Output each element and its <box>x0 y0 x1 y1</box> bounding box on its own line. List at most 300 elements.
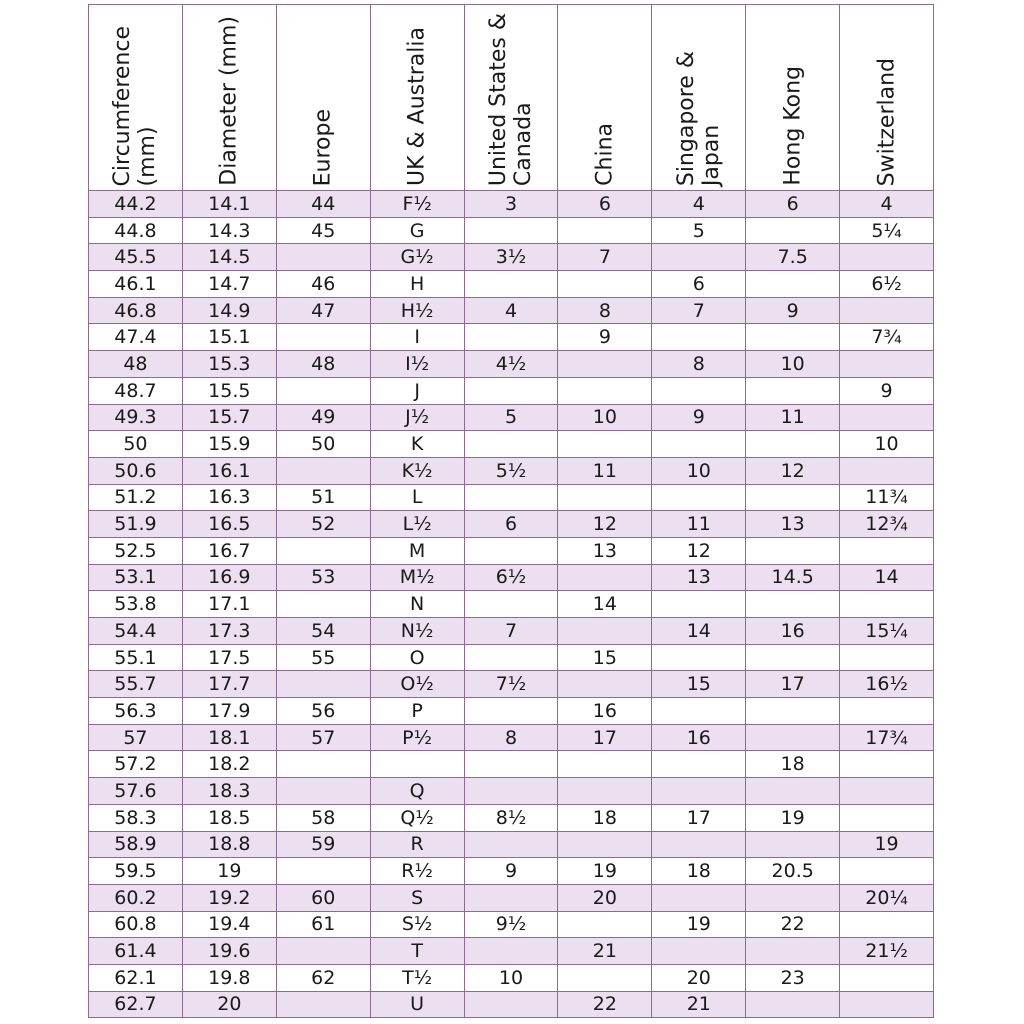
switzerland-cell: 9 <box>840 377 934 404</box>
china-cell <box>558 618 652 645</box>
uk-australia-cell: G½ <box>370 244 464 271</box>
europe-cell: 52 <box>276 511 370 538</box>
singapore-japan-cell <box>652 244 746 271</box>
switzerland-cell: 19 <box>840 831 934 858</box>
uk-australia-cell: P <box>370 698 464 725</box>
europe-cell: 60 <box>276 884 370 911</box>
table-row <box>89 431 934 458</box>
diameter-cell: 18.3 <box>182 778 276 805</box>
europe-cell <box>276 457 370 484</box>
circumference-cell: 60.2 <box>89 884 183 911</box>
uk-australia-cell: L <box>370 484 464 511</box>
table-row <box>89 618 934 645</box>
us-canada-cell: 6 <box>464 511 558 538</box>
diameter-cell: 15.5 <box>182 377 276 404</box>
singapore-japan-cell: 18 <box>652 858 746 885</box>
switzerland-cell <box>840 778 934 805</box>
switzerland-cell <box>840 804 934 831</box>
circumference-cell: 44.8 <box>89 217 183 244</box>
europe-cell: 56 <box>276 698 370 725</box>
hong-kong-cell: 19 <box>746 804 840 831</box>
circumference-cell: 44.2 <box>89 191 183 218</box>
header-us-canada: United States & Canada <box>464 5 558 191</box>
uk-australia-cell: R½ <box>370 858 464 885</box>
us-canada-cell: 9 <box>464 858 558 885</box>
switzerland-cell: 5¼ <box>840 217 934 244</box>
table-row <box>89 591 934 618</box>
europe-cell: 53 <box>276 564 370 591</box>
europe-cell <box>276 244 370 271</box>
singapore-japan-cell: 16 <box>652 724 746 751</box>
us-canada-cell <box>464 484 558 511</box>
switzerland-cell: 11¾ <box>840 484 934 511</box>
europe-cell <box>276 591 370 618</box>
hong-kong-cell <box>746 698 840 725</box>
china-cell: 14 <box>558 591 652 618</box>
table-row <box>89 858 934 885</box>
china-cell: 19 <box>558 858 652 885</box>
europe-cell: 44 <box>276 191 370 218</box>
europe-cell: 54 <box>276 618 370 645</box>
uk-australia-cell: M½ <box>370 564 464 591</box>
hong-kong-cell: 13 <box>746 511 840 538</box>
circumference-cell: 48.7 <box>89 377 183 404</box>
china-cell <box>558 564 652 591</box>
europe-cell <box>276 858 370 885</box>
diameter-cell: 14.1 <box>182 191 276 218</box>
table-row <box>89 671 934 698</box>
switzerland-cell: 17¾ <box>840 724 934 751</box>
us-canada-cell <box>464 324 558 351</box>
china-cell <box>558 217 652 244</box>
table-row <box>89 938 934 965</box>
singapore-japan-cell: 9 <box>652 404 746 431</box>
china-cell: 6 <box>558 191 652 218</box>
uk-australia-cell: O½ <box>370 671 464 698</box>
diameter-cell: 18.5 <box>182 804 276 831</box>
circumference-cell: 51.9 <box>89 511 183 538</box>
china-cell: 17 <box>558 724 652 751</box>
switzerland-cell: 21½ <box>840 938 934 965</box>
switzerland-cell: 12¾ <box>840 511 934 538</box>
china-cell <box>558 484 652 511</box>
china-cell: 22 <box>558 991 652 1018</box>
singapore-japan-cell <box>652 831 746 858</box>
europe-cell: 50 <box>276 431 370 458</box>
circumference-cell: 57 <box>89 724 183 751</box>
china-cell <box>558 671 652 698</box>
uk-australia-cell: T½ <box>370 964 464 991</box>
diameter-cell: 16.7 <box>182 537 276 564</box>
diameter-cell: 17.3 <box>182 618 276 645</box>
circumference-cell: 45.5 <box>89 244 183 271</box>
europe-cell: 48 <box>276 351 370 378</box>
table-row <box>89 831 934 858</box>
hong-kong-cell <box>746 778 840 805</box>
circumference-cell: 55.1 <box>89 644 183 671</box>
hong-kong-cell <box>746 938 840 965</box>
hong-kong-cell: 16 <box>746 618 840 645</box>
hong-kong-cell <box>746 591 840 618</box>
table-row <box>89 964 934 991</box>
switzerland-cell <box>840 244 934 271</box>
circumference-cell: 52.5 <box>89 537 183 564</box>
europe-cell <box>276 751 370 778</box>
uk-australia-cell: R <box>370 831 464 858</box>
singapore-japan-cell: 15 <box>652 671 746 698</box>
diameter-cell: 14.3 <box>182 217 276 244</box>
europe-cell: 58 <box>276 804 370 831</box>
us-canada-cell: 5 <box>464 404 558 431</box>
diameter-cell: 14.7 <box>182 271 276 298</box>
europe-cell <box>276 324 370 351</box>
us-canada-cell: 7 <box>464 618 558 645</box>
diameter-cell: 17.7 <box>182 671 276 698</box>
china-cell: 15 <box>558 644 652 671</box>
uk-australia-cell: F½ <box>370 191 464 218</box>
table-row <box>89 217 934 244</box>
uk-australia-cell <box>370 751 464 778</box>
europe-cell: 49 <box>276 404 370 431</box>
switzerland-cell <box>840 457 934 484</box>
table-row <box>89 377 934 404</box>
table-row <box>89 191 934 218</box>
header-uk-australia: UK & Australia <box>370 5 464 191</box>
switzerland-cell: 10 <box>840 431 934 458</box>
china-cell <box>558 377 652 404</box>
hong-kong-cell: 7.5 <box>746 244 840 271</box>
hong-kong-cell <box>746 644 840 671</box>
us-canada-cell <box>464 698 558 725</box>
switzerland-cell <box>840 591 934 618</box>
header-singapore-japan: Singapore & Japan <box>652 5 746 191</box>
switzerland-cell: 4 <box>840 191 934 218</box>
diameter-cell: 19.6 <box>182 938 276 965</box>
diameter-cell: 15.9 <box>182 431 276 458</box>
switzerland-cell <box>840 751 934 778</box>
circumference-cell: 59.5 <box>89 858 183 885</box>
uk-australia-cell: K½ <box>370 457 464 484</box>
china-cell: 16 <box>558 698 652 725</box>
europe-cell: 46 <box>276 271 370 298</box>
uk-australia-cell: G <box>370 217 464 244</box>
circumference-cell: 61.4 <box>89 938 183 965</box>
china-cell <box>558 351 652 378</box>
diameter-cell: 16.3 <box>182 484 276 511</box>
switzerland-cell: 14 <box>840 564 934 591</box>
switzerland-cell <box>840 644 934 671</box>
header-switzerland: Switzerland <box>840 5 934 191</box>
switzerland-cell: 20¼ <box>840 884 934 911</box>
diameter-cell: 15.3 <box>182 351 276 378</box>
switzerland-cell <box>840 991 934 1018</box>
hong-kong-cell: 18 <box>746 751 840 778</box>
uk-australia-cell: T <box>370 938 464 965</box>
table-body <box>89 191 934 1018</box>
diameter-cell: 16.1 <box>182 457 276 484</box>
header-hong-kong: Hong Kong <box>746 5 840 191</box>
europe-cell: 57 <box>276 724 370 751</box>
circumference-cell: 53.1 <box>89 564 183 591</box>
singapore-japan-cell: 4 <box>652 191 746 218</box>
switzerland-cell <box>840 698 934 725</box>
singapore-japan-cell <box>652 938 746 965</box>
circumference-cell: 58.3 <box>89 804 183 831</box>
china-cell: 20 <box>558 884 652 911</box>
diameter-cell: 16.5 <box>182 511 276 538</box>
diameter-cell: 15.1 <box>182 324 276 351</box>
table-row <box>89 644 934 671</box>
europe-cell <box>276 377 370 404</box>
us-canada-cell <box>464 778 558 805</box>
us-canada-cell <box>464 644 558 671</box>
diameter-cell: 17.1 <box>182 591 276 618</box>
singapore-japan-cell: 20 <box>652 964 746 991</box>
uk-australia-cell: H <box>370 271 464 298</box>
singapore-japan-cell <box>652 698 746 725</box>
china-cell <box>558 911 652 938</box>
table-row <box>89 297 934 324</box>
header-row <box>89 5 934 191</box>
hong-kong-cell: 12 <box>746 457 840 484</box>
hong-kong-cell <box>746 271 840 298</box>
circumference-cell: 46.8 <box>89 297 183 324</box>
table-row <box>89 884 934 911</box>
singapore-japan-cell <box>652 591 746 618</box>
switzerland-cell <box>840 297 934 324</box>
us-canada-cell: 7½ <box>464 671 558 698</box>
europe-cell: 62 <box>276 964 370 991</box>
uk-australia-cell: K <box>370 431 464 458</box>
uk-australia-cell: H½ <box>370 297 464 324</box>
switzerland-cell <box>840 964 934 991</box>
singapore-japan-cell: 5 <box>652 217 746 244</box>
table-row <box>89 404 934 431</box>
hong-kong-cell <box>746 217 840 244</box>
diameter-cell: 19.2 <box>182 884 276 911</box>
hong-kong-cell: 23 <box>746 964 840 991</box>
hong-kong-cell <box>746 724 840 751</box>
diameter-cell: 18.1 <box>182 724 276 751</box>
china-cell: 11 <box>558 457 652 484</box>
china-cell <box>558 431 652 458</box>
circumference-cell: 58.9 <box>89 831 183 858</box>
europe-cell <box>276 778 370 805</box>
ring-size-table <box>88 4 934 1018</box>
us-canada-cell <box>464 537 558 564</box>
table-row <box>89 324 934 351</box>
uk-australia-cell: P½ <box>370 724 464 751</box>
uk-australia-cell: J <box>370 377 464 404</box>
us-canada-cell: 10 <box>464 964 558 991</box>
singapore-japan-cell: 19 <box>652 911 746 938</box>
singapore-japan-cell <box>652 431 746 458</box>
uk-australia-cell: Q <box>370 778 464 805</box>
europe-cell <box>276 537 370 564</box>
switzerland-cell: 16½ <box>840 671 934 698</box>
switzerland-cell: 15¼ <box>840 618 934 645</box>
europe-cell: 47 <box>276 297 370 324</box>
circumference-cell: 49.3 <box>89 404 183 431</box>
singapore-japan-cell <box>652 644 746 671</box>
china-cell <box>558 271 652 298</box>
singapore-japan-cell <box>652 484 746 511</box>
circumference-cell: 56.3 <box>89 698 183 725</box>
uk-australia-cell: N½ <box>370 618 464 645</box>
us-canada-cell <box>464 991 558 1018</box>
china-cell <box>558 778 652 805</box>
table-row <box>89 751 934 778</box>
hong-kong-cell: 14.5 <box>746 564 840 591</box>
table-row <box>89 991 934 1018</box>
us-canada-cell: 5½ <box>464 457 558 484</box>
uk-australia-cell: N <box>370 591 464 618</box>
us-canada-cell: 4 <box>464 297 558 324</box>
table-row <box>89 244 934 271</box>
china-cell <box>558 831 652 858</box>
china-cell: 21 <box>558 938 652 965</box>
hong-kong-cell: 20.5 <box>746 858 840 885</box>
us-canada-cell <box>464 271 558 298</box>
us-canada-cell <box>464 938 558 965</box>
circumference-cell: 54.4 <box>89 618 183 645</box>
table-row <box>89 698 934 725</box>
circumference-cell: 62.1 <box>89 964 183 991</box>
europe-cell: 55 <box>276 644 370 671</box>
us-canada-cell <box>464 751 558 778</box>
hong-kong-cell <box>746 377 840 404</box>
table-row <box>89 804 934 831</box>
hong-kong-cell <box>746 884 840 911</box>
us-canada-cell: 9½ <box>464 911 558 938</box>
singapore-japan-cell: 6 <box>652 271 746 298</box>
diameter-cell: 19 <box>182 858 276 885</box>
us-canada-cell <box>464 217 558 244</box>
hong-kong-cell <box>746 537 840 564</box>
switzerland-cell: 7¾ <box>840 324 934 351</box>
diameter-cell: 15.7 <box>182 404 276 431</box>
diameter-cell: 17.9 <box>182 698 276 725</box>
singapore-japan-cell: 14 <box>652 618 746 645</box>
switzerland-cell <box>840 537 934 564</box>
singapore-japan-cell: 13 <box>652 564 746 591</box>
china-cell: 8 <box>558 297 652 324</box>
us-canada-cell: 3½ <box>464 244 558 271</box>
hong-kong-cell <box>746 431 840 458</box>
singapore-japan-cell: 8 <box>652 351 746 378</box>
uk-australia-cell: S <box>370 884 464 911</box>
uk-australia-cell: I½ <box>370 351 464 378</box>
hong-kong-cell: 22 <box>746 911 840 938</box>
uk-australia-cell: L½ <box>370 511 464 538</box>
china-cell: 12 <box>558 511 652 538</box>
us-canada-cell: 4½ <box>464 351 558 378</box>
us-canada-cell: 8½ <box>464 804 558 831</box>
diameter-cell: 19.8 <box>182 964 276 991</box>
switzerland-cell <box>840 858 934 885</box>
uk-australia-cell: U <box>370 991 464 1018</box>
circumference-cell: 48 <box>89 351 183 378</box>
switzerland-cell: 6½ <box>840 271 934 298</box>
china-cell: 9 <box>558 324 652 351</box>
europe-cell: 59 <box>276 831 370 858</box>
header-diameter: Diameter (mm) <box>182 5 276 191</box>
europe-cell: 45 <box>276 217 370 244</box>
hong-kong-cell <box>746 831 840 858</box>
circumference-cell: 50.6 <box>89 457 183 484</box>
diameter-cell: 19.4 <box>182 911 276 938</box>
china-cell: 18 <box>558 804 652 831</box>
diameter-cell: 18.8 <box>182 831 276 858</box>
europe-cell <box>276 938 370 965</box>
table-row <box>89 351 934 378</box>
china-cell <box>558 751 652 778</box>
table-row <box>89 271 934 298</box>
header-china: China <box>558 5 652 191</box>
china-cell: 13 <box>558 537 652 564</box>
circumference-cell: 47.4 <box>89 324 183 351</box>
hong-kong-cell: 17 <box>746 671 840 698</box>
us-canada-cell: 6½ <box>464 564 558 591</box>
singapore-japan-cell: 17 <box>652 804 746 831</box>
table-row <box>89 484 934 511</box>
circumference-cell: 46.1 <box>89 271 183 298</box>
singapore-japan-cell <box>652 377 746 404</box>
switzerland-cell <box>840 404 934 431</box>
us-canada-cell: 3 <box>464 191 558 218</box>
singapore-japan-cell: 7 <box>652 297 746 324</box>
singapore-japan-cell <box>652 778 746 805</box>
diameter-cell: 14.9 <box>182 297 276 324</box>
circumference-cell: 57.6 <box>89 778 183 805</box>
hong-kong-cell <box>746 991 840 1018</box>
singapore-japan-cell: 11 <box>652 511 746 538</box>
hong-kong-cell: 9 <box>746 297 840 324</box>
europe-cell: 61 <box>276 911 370 938</box>
singapore-japan-cell <box>652 751 746 778</box>
china-cell <box>558 964 652 991</box>
diameter-cell: 16.9 <box>182 564 276 591</box>
singapore-japan-cell <box>652 884 746 911</box>
circumference-cell: 62.7 <box>89 991 183 1018</box>
uk-australia-cell: M <box>370 537 464 564</box>
diameter-cell: 18.2 <box>182 751 276 778</box>
us-canada-cell <box>464 591 558 618</box>
circumference-cell: 60.8 <box>89 911 183 938</box>
table-row <box>89 457 934 484</box>
table-row <box>89 724 934 751</box>
diameter-cell: 20 <box>182 991 276 1018</box>
china-cell: 7 <box>558 244 652 271</box>
circumference-cell: 53.8 <box>89 591 183 618</box>
singapore-japan-cell: 21 <box>652 991 746 1018</box>
uk-australia-cell: Q½ <box>370 804 464 831</box>
uk-australia-cell: O <box>370 644 464 671</box>
us-canada-cell <box>464 431 558 458</box>
us-canada-cell <box>464 377 558 404</box>
hong-kong-cell <box>746 324 840 351</box>
hong-kong-cell <box>746 484 840 511</box>
europe-cell <box>276 671 370 698</box>
header-circumference: Circumference (mm) <box>89 5 183 191</box>
us-canada-cell <box>464 831 558 858</box>
singapore-japan-cell: 10 <box>652 457 746 484</box>
europe-cell: 51 <box>276 484 370 511</box>
diameter-cell: 17.5 <box>182 644 276 671</box>
circumference-cell: 51.2 <box>89 484 183 511</box>
switzerland-cell <box>840 911 934 938</box>
singapore-japan-cell <box>652 324 746 351</box>
